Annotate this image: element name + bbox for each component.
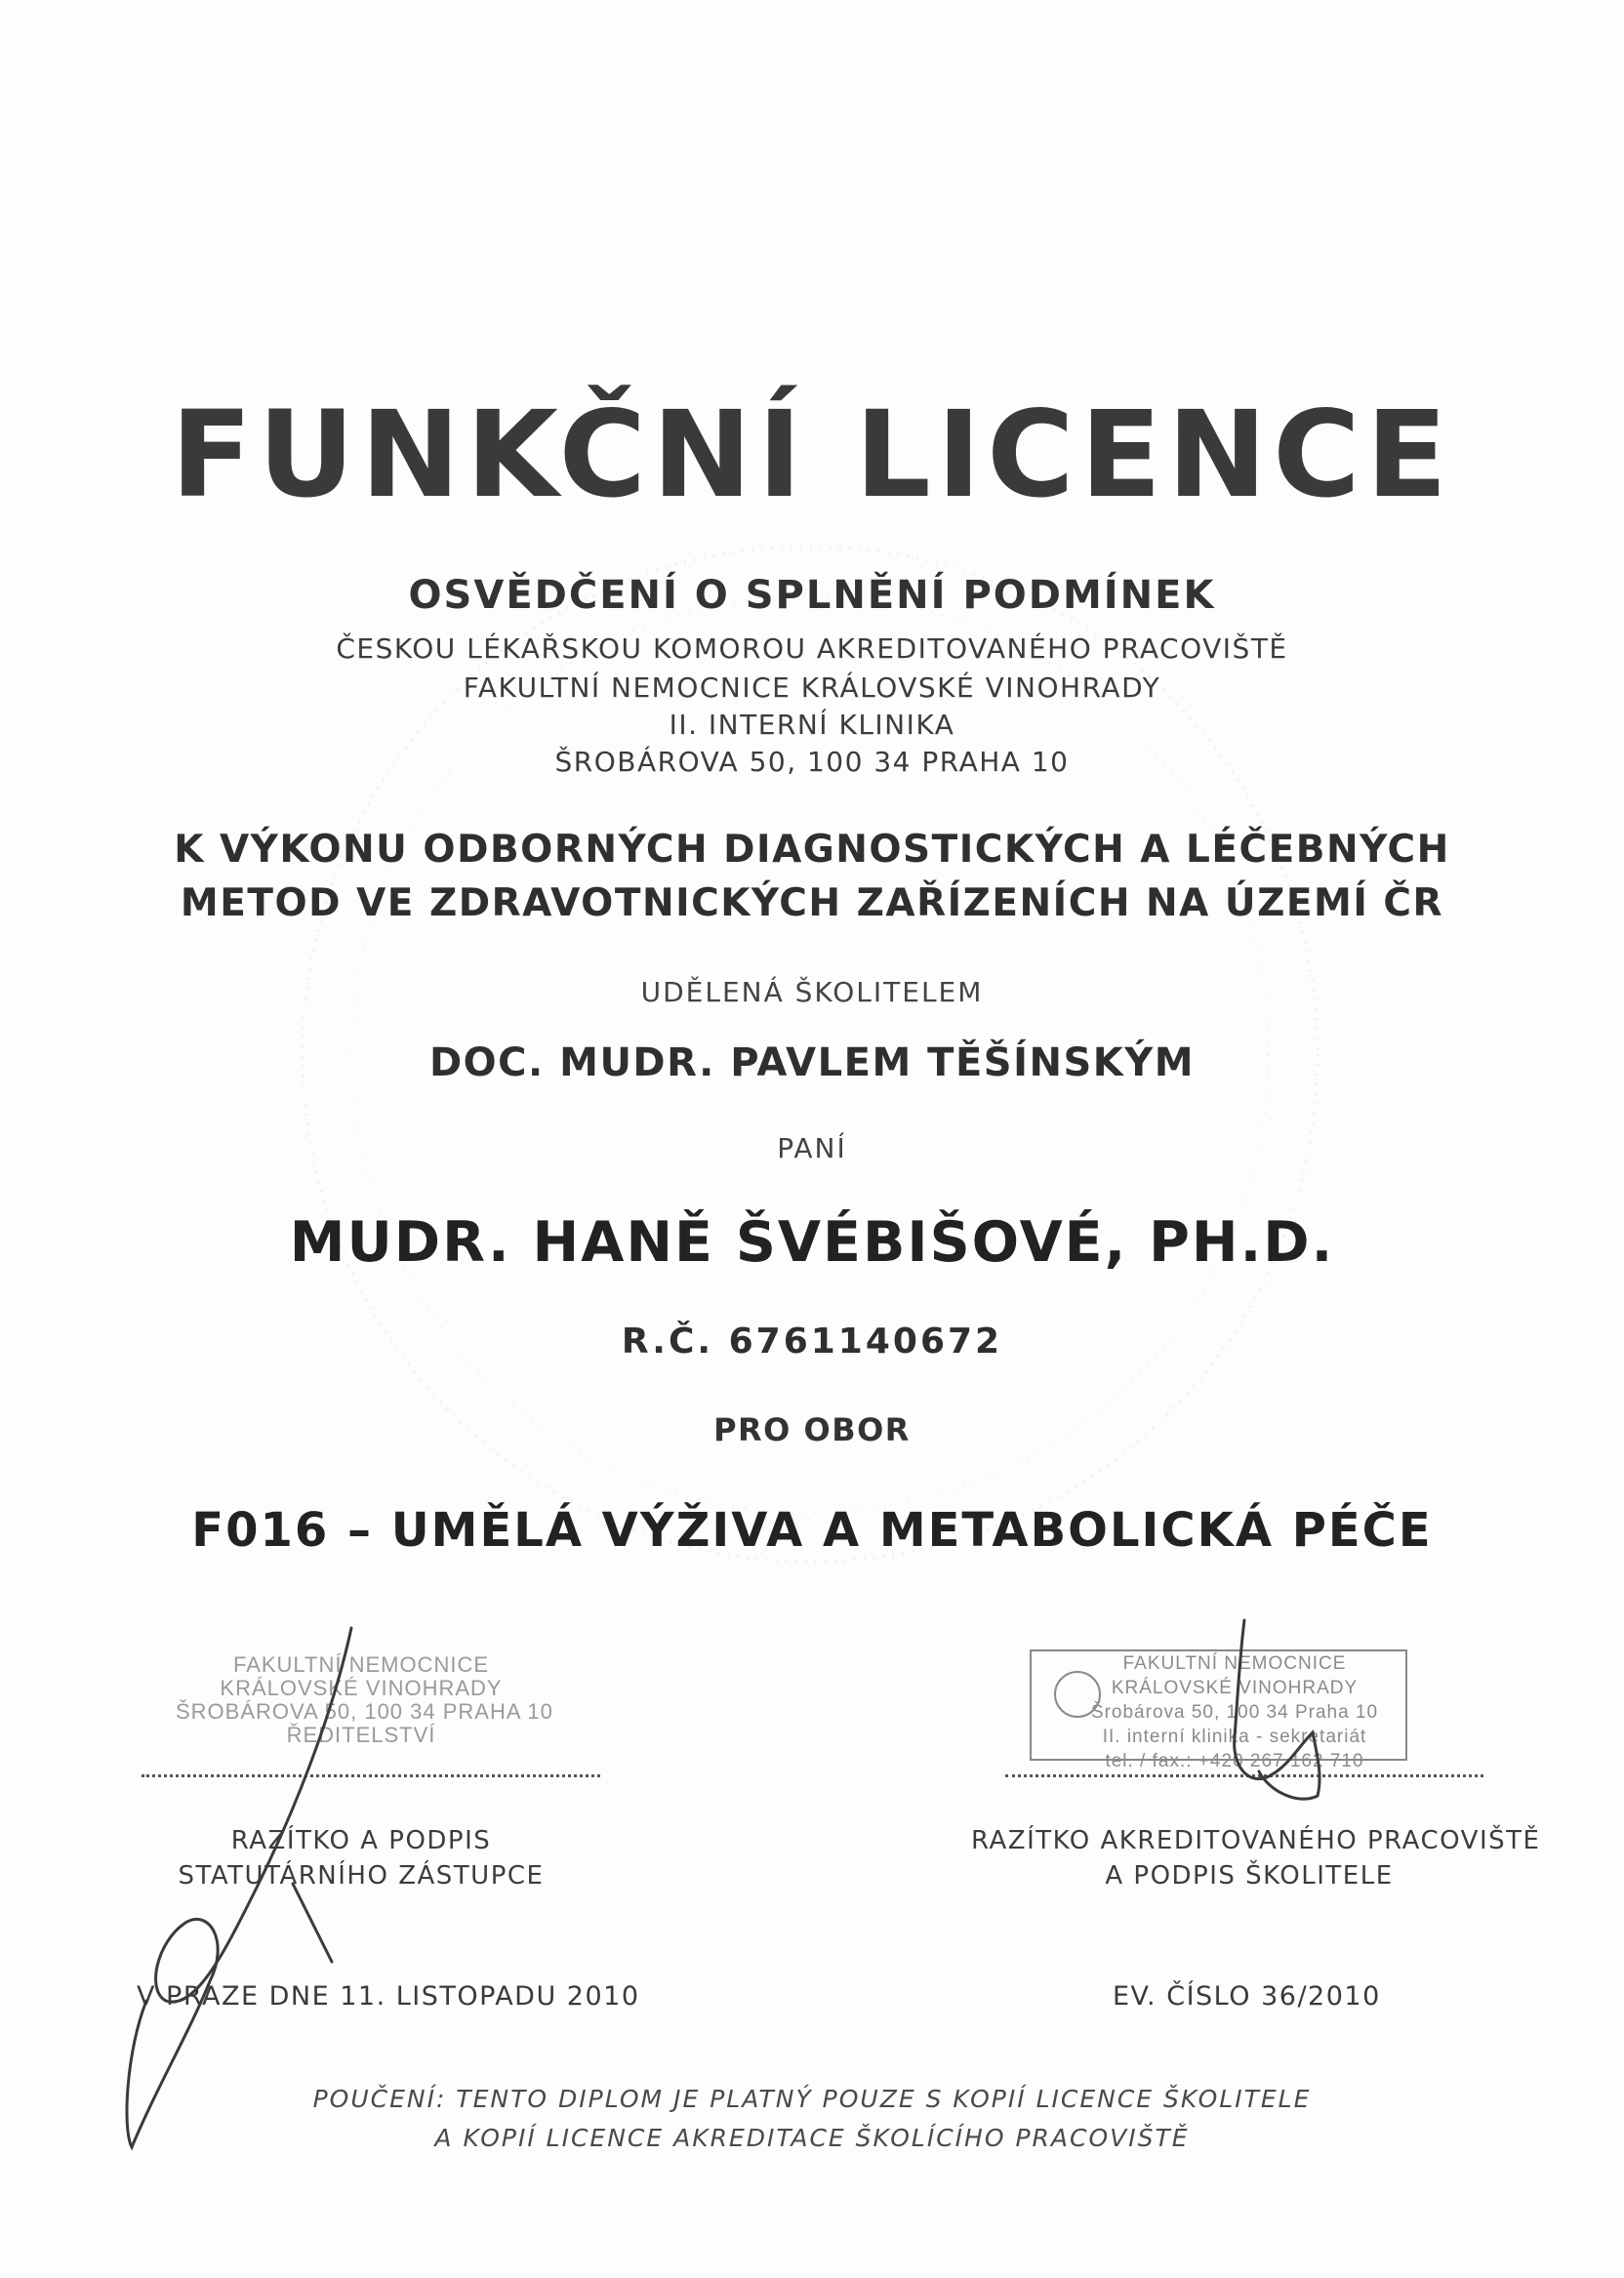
- left-stamp-line: FAKULTNÍ NEMOCNICE: [232, 1652, 490, 1677]
- purpose-line-1: K VÝKONU ODBORNÝCH DIAGNOSTICKÝCH A LÉČEBNÝCH: [174, 828, 1450, 872]
- right-signature-line: [1005, 1774, 1483, 1777]
- personal-number: R.Č. 6761140672: [621, 1322, 1003, 1362]
- left-stamp-line: ŠROBÁROVA 50, 100 34 PRAHA 10: [176, 1699, 553, 1724]
- address-line-2: FAKULTNÍ NEMOCNICE KRÁLOVSKÉ VINOHRADY: [463, 671, 1161, 704]
- address-line-3: II. INTERNÍ KLINIKA: [669, 709, 955, 741]
- right-stamp-line: FAKULTNÍ NEMOCNICE: [1122, 1653, 1347, 1674]
- right-stamp-line: KRÁLOVSKÉ VINOHRADY: [1111, 1678, 1359, 1698]
- address-line-1: ČESKOU LÉKAŘSKOU KOMOROU AKREDITOVANÉHO PRACOVIŠTĚ: [336, 632, 1288, 665]
- notice-line-2: A KOPIÍ LICENCE AKREDITACE ŠKOLÍCÍHO PRACOVIŠTĚ: [434, 2124, 1190, 2152]
- right-stamp-line: Šrobárova 50, 100 34 Praha 10: [1090, 1702, 1379, 1723]
- left-stamp-line: ŘEDITELSTVÍ: [286, 1723, 436, 1747]
- recipient-name: MUDR. HANĚ ŠVÉBIŠOVÉ, PH.D.: [289, 1210, 1335, 1275]
- recipient-prefix: PANÍ: [777, 1132, 847, 1164]
- left-stamp: [176, 1652, 553, 1747]
- left-stamp-line: KRÁLOVSKÉ VINOHRADY: [220, 1676, 503, 1700]
- granted-by-label: UDĚLENÁ ŠKOLITELEM: [640, 976, 984, 1008]
- evidence-number: EV. ČÍSLO 36/2010: [1113, 1981, 1381, 2012]
- caption-line: A PODPIS ŠKOLITELE: [1105, 1861, 1394, 1891]
- left-signature-line: [142, 1774, 600, 1777]
- right-stamp-line: II. interní klinika - sekretariát: [1102, 1727, 1367, 1747]
- caption-line: RAZÍTKO A PODPIS: [230, 1826, 492, 1855]
- notice-line-1: POUČENÍ: TENTO DIPLOM JE PLATNÝ POUZE S KOPIÍ LICENCE ŠKOLITELE: [312, 2085, 1312, 2113]
- caption-line: STATUTÁRNÍHO ZÁSTUPCE: [178, 1861, 545, 1891]
- right-signature-caption: [971, 1823, 1541, 1893]
- left-signature-caption: [146, 1823, 576, 1893]
- right-stamp: [1074, 1651, 1396, 1773]
- caption-line: RAZÍTKO AKREDITOVANÉHO PRACOVIŠTĚ: [971, 1826, 1541, 1855]
- trainer-name: DOC. MUDR. PAVLEM TĚŠÍNSKÝM: [428, 1040, 1196, 1085]
- certificate-subtitle: OSVĚDČENÍ O SPLNĚNÍ PODMÍNEK: [408, 573, 1216, 618]
- right-stamp-line: tel. / fax.: +420 267 162 710: [1105, 1751, 1364, 1771]
- address-line-4: ŠROBÁROVA 50, 100 34 PRAHA 10: [554, 746, 1070, 778]
- field-name: F016 – UMĚLÁ VÝŽIVA A METABOLICKÁ PÉČE: [191, 1503, 1433, 1558]
- date-place: V PRAZE DNE 11. LISTOPADU 2010: [137, 1981, 640, 2012]
- for-field-label: PRO OBOR: [713, 1411, 911, 1448]
- certificate-title: FUNKČNÍ LICENCE: [170, 386, 1454, 524]
- purpose-line-2: METOD VE ZDRAVOTNICKÝCH ZAŘÍZENÍCH NA ÚZEMÍ ČR: [180, 881, 1444, 925]
